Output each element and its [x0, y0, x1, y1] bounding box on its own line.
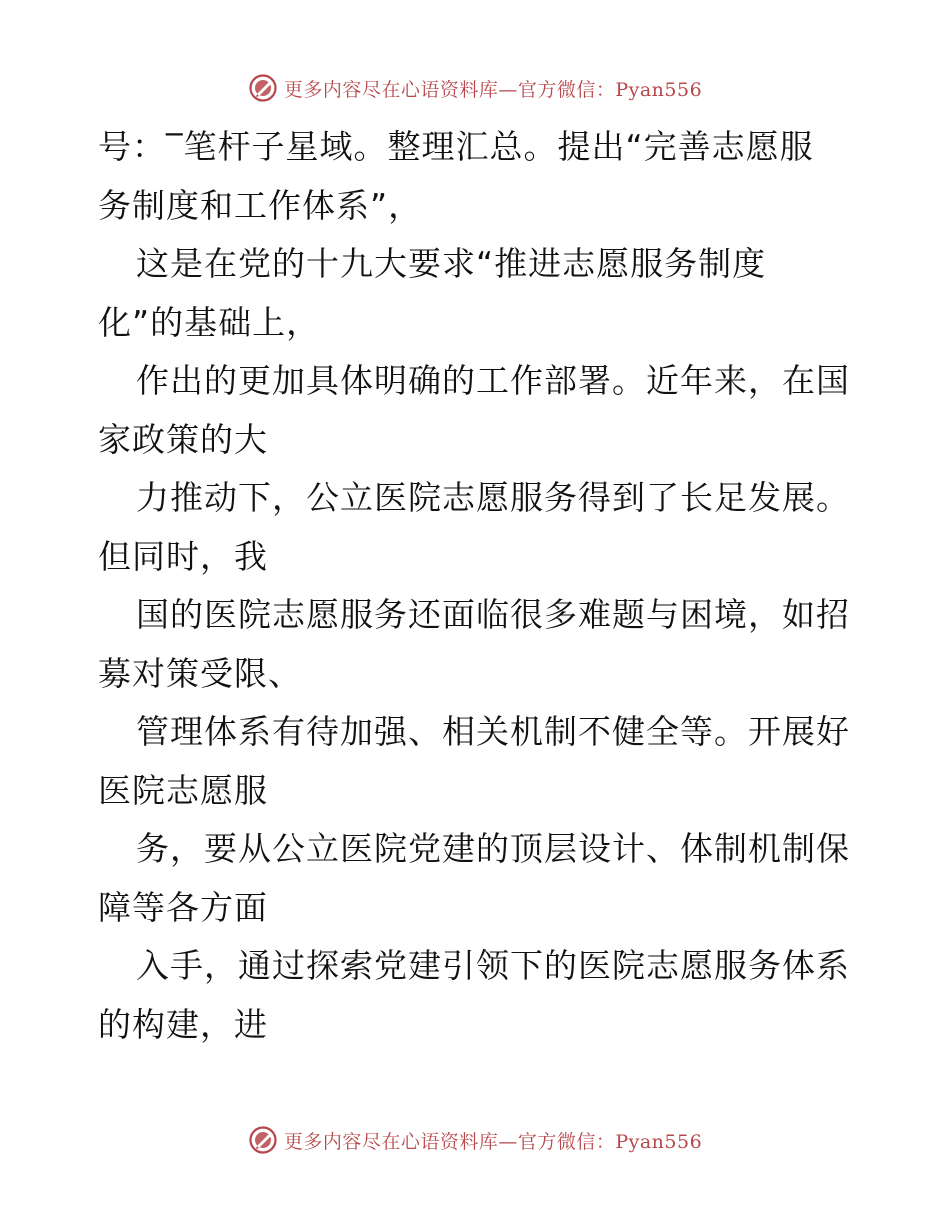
body-line: 障等各方面 [98, 887, 268, 927]
banner-text: 更多内容尽在心语资料库—官方微信：Pyan556 [283, 1130, 703, 1153]
body-line: 务制度和工作体系”， [98, 185, 423, 225]
document-body [98, 118, 858, 1054]
body-line: 力推动下，公立医院志愿服务得到了长足发展。 [136, 478, 850, 517]
body-line: 号：‾笔杆子星域。整理汇总。提出“完善志愿服 [98, 127, 814, 166]
pen-seal-icon [248, 73, 278, 103]
body-line: 这是在党的十九大要求“推进志愿服务制度 [136, 244, 767, 283]
body-line: 作出的更加具体明确的工作部署。近年来，在国 [136, 361, 850, 400]
body-line: 家政策的大 [98, 419, 268, 459]
body-line: 但同时，我 [98, 536, 268, 576]
body-line: 国的医院志愿服务还面临很多难题与困境，如招 [136, 595, 850, 634]
body-line: 募对策受限、 [98, 653, 302, 693]
body-line: 务，要从公立医院党建的顶层设计、体制机制保 [136, 829, 850, 868]
footer-banner [0, 1120, 950, 1160]
body-line: 医院志愿服 [98, 770, 268, 810]
body-line: 化”的基础上， [98, 302, 321, 342]
pen-seal-icon [248, 1125, 278, 1155]
body-line: 管理体系有待加强、相关机制不健全等。开展好 [136, 712, 850, 751]
body-line: 的构建，进 [98, 1004, 268, 1044]
banner-text: 更多内容尽在心语资料库—官方微信：Pyan556 [283, 78, 703, 101]
body-line: 入手，通过探索党建引领下的医院志愿服务体系 [136, 946, 850, 985]
header-banner [0, 68, 950, 108]
